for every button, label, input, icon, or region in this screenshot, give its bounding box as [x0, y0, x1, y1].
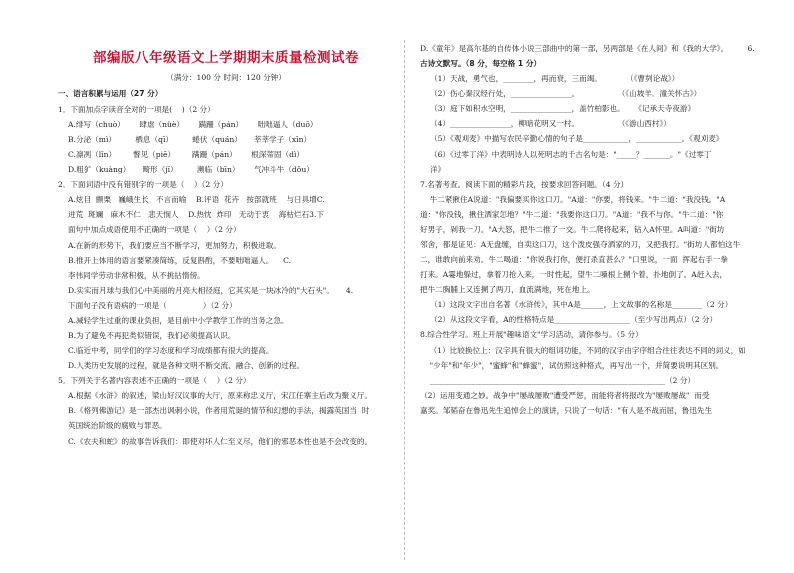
- q7-passage-6: 打来。A霎地躲过，拿着刀抢入来，一时性起，望牛二嗓根上搠个着，扑地倒了。A赶入去，: [420, 270, 728, 280]
- q3-option-b: B.推开上体用的语言要紧凑简练，反复斟酌，不要咄咄逼人。 C.: [68, 255, 292, 265]
- q7-sub-1: （1）这段文字出自名著《水浒传》，其中A是______，上文故事的名称是________（2 分）: [430, 300, 733, 310]
- q7-passage-4: 邻舍，都是证见：A无盘缠，自卖这口刀，这个泼皮强夺洒家的刀，又把我打。"街坊人都怕这牛: [420, 240, 741, 250]
- q6-item-2: （2）伤心秦汉经行处，________________。 （《山坡羊．潼关怀古》）: [430, 89, 702, 99]
- q6-item-1: （1）天战，勇气也，________，再而衰，三而竭。 （《曹刿论战》）: [430, 74, 680, 84]
- question-1: 1．下面加点字读音全对的一项是( )（2 分）: [58, 104, 215, 114]
- question-7: 7.名著考查。阅读下面的精彩片段，按要求回答问题。（4 分）: [420, 179, 629, 189]
- q7-passage-2: 道："你没钱，揪住洒家怎地？"牛二道："我要你这口刀。"A道："我不与你。"牛二道："你: [420, 209, 724, 219]
- q7-passage-3: 好男子，剁我一刀。"A大怒，把牛二推了一交。牛二爬将起来，钻入A怀里。A叫道："街坊: [420, 224, 725, 234]
- q2-options-ab: A.炫目 颤栗 巍峨生长 不言而喻 B.评语 花卉 按部就班 与日具增C.: [68, 195, 325, 205]
- q4-option-a: A.减轻学生过重的课业负担，是目前中小学教学工作的当务之急。: [68, 315, 289, 325]
- left-column: [58, 30, 394, 452]
- q5-option-b: B.《格列佛游记》是一部杰出讽刺小说，作者用荒诞的情节和幻想的手法，揭露英国当 时: [68, 406, 370, 416]
- q6-item-5: （5）《观刈麦》中描写农民辛勤心情的句子是____________，____________。《观刈麦》: [430, 134, 724, 144]
- q3-option-a: A.在新的形势下，我们要应当不断学习，更加努力，积极进取。: [68, 240, 281, 250]
- question-4: 下面句子没有语病的一项是（ ）（2 分）: [68, 300, 237, 310]
- q1-option-c: C.凛冽（lǐn） 瞥见（piē） 蹒跚（pán） 根深蒂固（dì）: [68, 150, 305, 160]
- q7-passage-1: 牛二紧揪住A说道："我偏要买你这口刀。"A道："你要，将钱来。"牛二道："我没钱。"A: [420, 194, 726, 204]
- q1-option-a: A.绯写（chuò） 肆虐（nüè） 蹒跚（pán） 咄咄逼人（duō）: [68, 119, 318, 129]
- q6-item-4: （4）________________，柳暗花明又一村。 （《游山西村》）: [430, 119, 671, 129]
- q8-sub-2: （2）运用变通之妙。战争中"屡战屡败"遭受严惩，而能将者将报改为"屡败屡战" 而受: [420, 390, 710, 400]
- exam-meta: （满分：100 分 时间：120 分钟）: [166, 72, 286, 82]
- section-heading: 一、语言积累与运用（27 分）: [58, 89, 163, 99]
- q1-option-d: D.粗犷（kuàng） 畸形（jī） 濒临（bīn） 气冲斗牛（dǒu）: [68, 165, 314, 175]
- q8-sub-1: （1）比较换位上：汉字具有很大的组词功能，不同的汉字由字序组合往往表达不同的词义，如: [420, 345, 746, 355]
- column-divider: [404, 40, 405, 560]
- q3-option-d: D.实实而月球与我们心中美丽的月亮大相径庭，它其实是一块冰冷的"大石头"。 4.: [68, 285, 354, 295]
- q7-passage-7: 把牛二胸脯上又连搠了两刀，血流满地，死在地上。: [420, 285, 595, 295]
- question-2: 2．下面词语中没有错别字的一项是（ ）（2 分）: [58, 180, 228, 190]
- q6-item-6-cont: 洋》: [430, 164, 446, 174]
- q8-sub-1-cont: "少年"和"年少"，"蜜蜂"和"蜂蜜"，试仿照这种格式，再写出一个，并简要说明其区别。: [420, 360, 724, 370]
- q4-option-c: C.临近中考，同学们的学习态度和学习成绩都有很大的提高。: [68, 346, 274, 356]
- q5-option-a: A.根据《水浒》的叙述，梁山好汉议事的大厅，原来称忠义厅，宋江任寨主后改为聚义厅。: [68, 391, 373, 401]
- q3-option-c: 李伟同学劳动非常积极，从不挑拈惰傍。: [68, 270, 205, 280]
- q6-item-6: （6）《过零丁洋》中表明诗人以死明志的千古名句是："_____？_______。"《过零丁: [430, 149, 712, 159]
- q5-option-d: D.《童年》是高尔基的自传体小说三部曲中的第一部，另两部是《在人间》和《我的大学》。 6.: [420, 44, 755, 53]
- q4-option-b: B.为了避免不再犯类似错误，我们必须提高认识。: [68, 331, 236, 341]
- q5-option-b-cont: 英国统治阶级的腐败与罪恶。: [68, 421, 167, 431]
- question-3: 面句中加点成语使用不正确的一项是（ ）（2 分）: [68, 225, 241, 235]
- question-5: 5．下列关于名著内容表述不正确的一项是（ ）（2 分）: [58, 376, 251, 386]
- right-column: [420, 30, 756, 421]
- question-6: 古诗文默写。（8 分，每空格 1 分）: [420, 59, 542, 69]
- question-8: 8.综合性学习。班上开展"趣味语文"学习活动，请你参与。（5 分）: [420, 330, 643, 340]
- exam-title: 部编版八年级语文上学期期末质量检测试卷: [93, 50, 359, 66]
- q7-passage-5: 二，谁敢向前来劝。牛二喝道："你说我打你，便打杀直甚么？"口里说，一面 挥起右手一拳: [420, 255, 728, 265]
- q5-option-c: C.《农夫和蛇》的故事告诉我们：即使对坏人仁至义尽，他们的邪恶本性也是不会改变的。: [68, 436, 373, 446]
- q8-answer-line: ______________________________________________________________（2 分）: [420, 375, 696, 385]
- q8-sub-2-cont: 嘉奖。邹韬奋在鲁迅先生追悼会上的演讲，只说了一句话："有人是不战而屈，鲁迅先生: [420, 405, 713, 415]
- q6-item-3: （3）庭下如积水空明，________________，盖竹柏影也。 《记承天寺夜游》: [430, 104, 696, 114]
- q7-sub-2: （2）从这段文字看，A的性格特点是____________________（至少写出两点）（2 分）: [430, 315, 718, 325]
- q2-options-cd: 迸荒 斑斓 麻木不仁 悲天悯人 D.热忱 炸印 无动于衷 海枯烂石3.下: [68, 210, 325, 220]
- q1-option-b: B.分泌（mì） 栖息（qī） 蜷伏（quán） 莘莘学子（xīn）: [68, 135, 312, 144]
- q4-option-d: D.人类历史发展的过程，就是各种文明不断交流、融合、创新的过程。: [68, 361, 305, 371]
